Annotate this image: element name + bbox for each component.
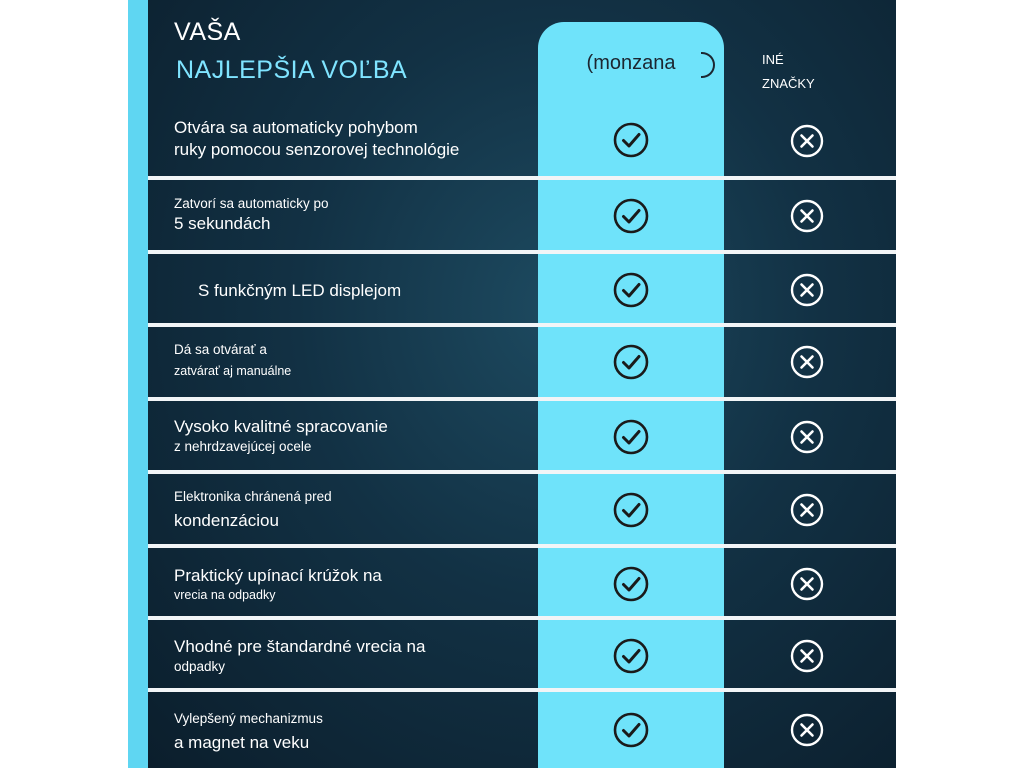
feature-line1: Vylepšený mechanizmus xyxy=(174,711,323,726)
cross-circle-icon xyxy=(790,199,824,233)
row-separator xyxy=(148,616,896,620)
check-circle-icon xyxy=(613,419,649,455)
feature-label xyxy=(174,710,323,754)
check-circle-icon xyxy=(613,566,649,602)
check-circle-icon xyxy=(613,122,649,158)
check-circle-icon xyxy=(613,492,649,528)
feature-line1: Zatvorí sa automaticky po xyxy=(174,196,329,211)
feature-label xyxy=(174,195,329,235)
row-separator xyxy=(148,397,896,401)
check-circle-icon xyxy=(613,344,649,380)
feature-line2: 5 sekundách xyxy=(174,213,271,233)
feature-label xyxy=(198,280,401,302)
check-circle-icon xyxy=(613,638,649,674)
cross-circle-icon xyxy=(790,713,824,747)
cross-circle-icon xyxy=(790,273,824,307)
feature-line1: Vhodné pre štandardné vrecia na xyxy=(174,637,426,656)
row-separator xyxy=(148,250,896,254)
cross-circle-icon xyxy=(790,345,824,379)
brand-logo: (monzana xyxy=(586,52,676,74)
check-circle-icon xyxy=(613,712,649,748)
feature-label xyxy=(174,636,425,676)
feature-line1: S funkčným LED displejom xyxy=(198,281,402,300)
comparison-table xyxy=(148,0,896,768)
other-brands-line2: ZNAČKY xyxy=(762,76,815,91)
feature-line2: a magnet na veku xyxy=(174,732,310,752)
row-separator xyxy=(148,544,896,548)
feature-line2: vrecia na odpadky xyxy=(174,588,276,603)
feature-line2: z nehrdzavejúcej ocele xyxy=(174,439,312,455)
row-separator xyxy=(148,688,896,692)
feature-label xyxy=(174,488,332,532)
feature-line2: kondenzáciou xyxy=(174,510,279,530)
feature-line1: Elektronika chránená pred xyxy=(174,489,332,504)
check-circle-icon xyxy=(613,198,649,234)
row-separator xyxy=(148,470,896,474)
other-brands-header xyxy=(762,48,815,96)
feature-line2: ruky pomocou senzorovej technológie xyxy=(174,140,460,160)
check-circle-icon xyxy=(613,272,649,308)
feature-label xyxy=(174,341,291,379)
row-separator xyxy=(148,176,896,180)
feature-line2: odpadky xyxy=(174,659,226,675)
feature-line1: Otvára sa automaticky pohybom xyxy=(174,118,418,137)
feature-label xyxy=(174,565,382,603)
cross-circle-icon xyxy=(790,493,824,527)
cross-circle-icon xyxy=(790,639,824,673)
cross-circle-icon xyxy=(790,124,824,158)
accent-strip xyxy=(128,0,148,768)
feature-line2: zatvárať aj manuálne xyxy=(174,363,292,378)
feature-line1: Dá sa otvárať a xyxy=(174,342,267,357)
feature-line1: Vysoko kvalitné spracovanie xyxy=(174,417,388,436)
feature-label xyxy=(174,117,459,161)
header-subtitle: NAJLEPŠIA VOĽBA xyxy=(176,56,408,84)
cross-circle-icon xyxy=(790,420,824,454)
cross-circle-icon xyxy=(790,567,824,601)
feature-line1: Praktický upínací krúžok na xyxy=(174,566,382,585)
row-separator xyxy=(148,323,896,327)
header-title: VAŠA xyxy=(174,18,241,46)
other-brands-line1: INÉ xyxy=(762,52,784,67)
feature-label xyxy=(174,416,388,456)
